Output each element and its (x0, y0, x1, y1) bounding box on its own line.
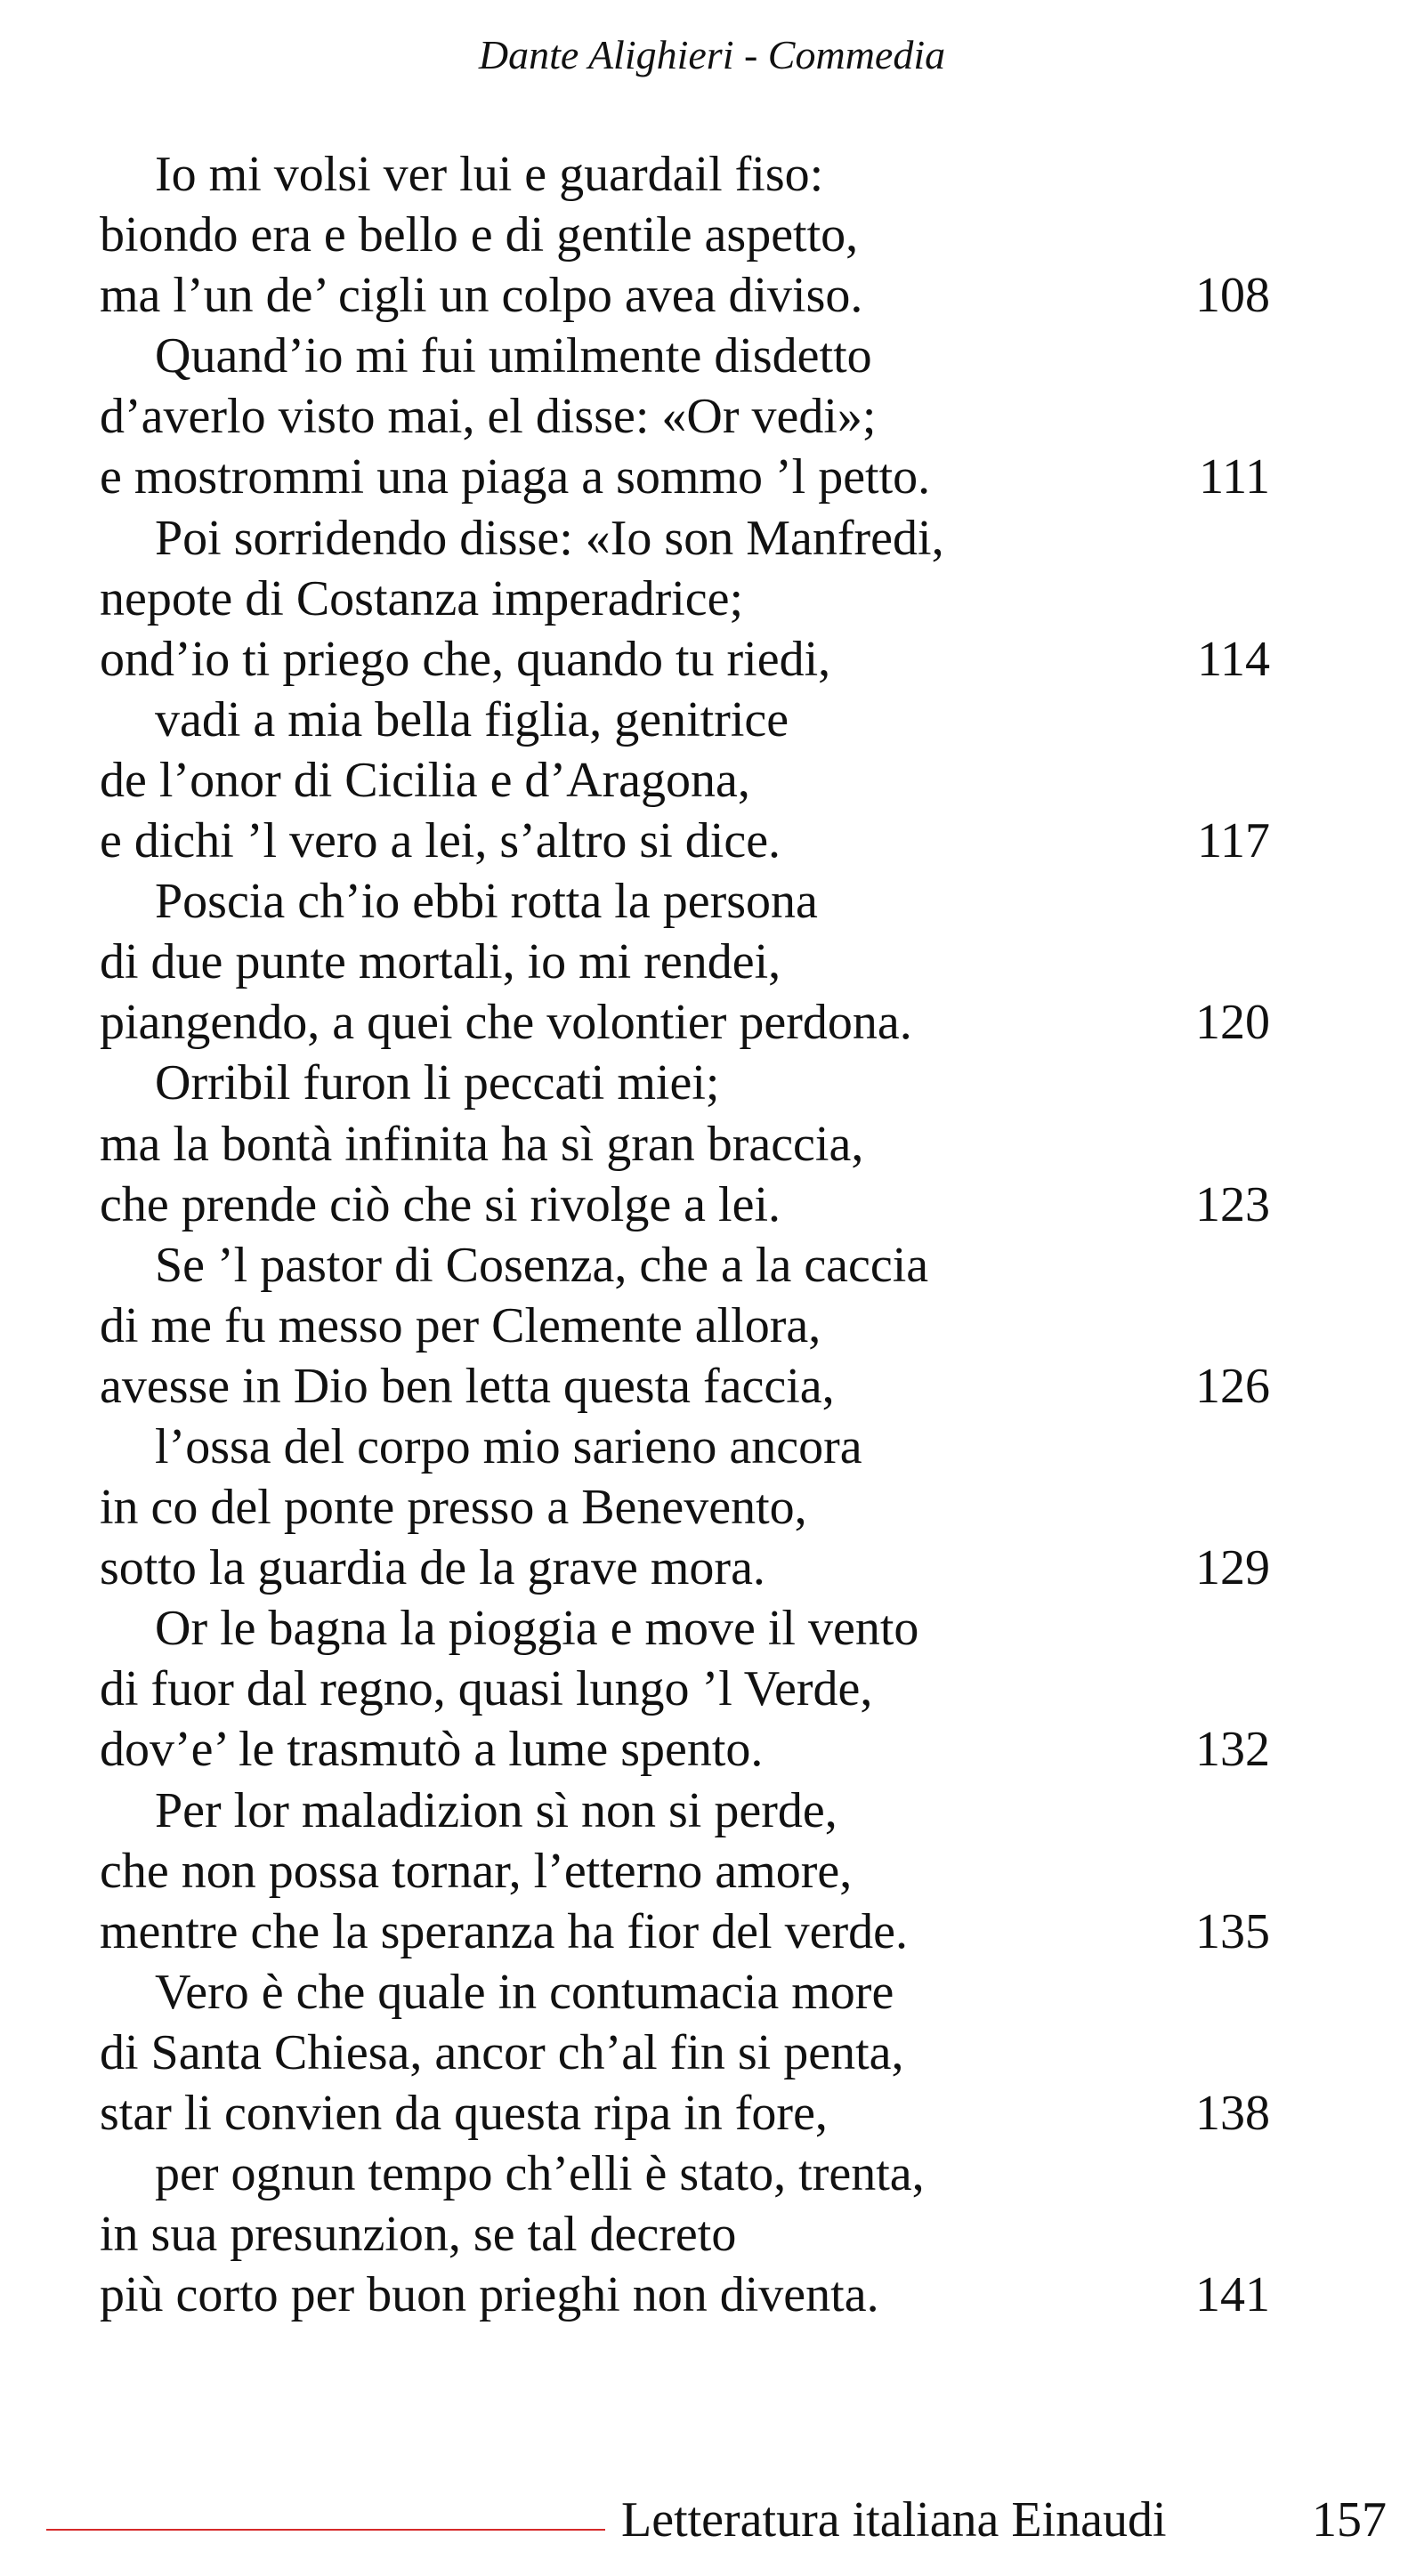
verse-line (100, 386, 1257, 447)
verse-line (100, 932, 1257, 992)
verse-line (100, 2265, 1270, 2325)
verse-line (100, 1175, 1270, 1235)
verse-text: in sua presunzion, se tal decreto (100, 2207, 737, 2263)
verse-text: che prende ciò che si rivolge a lei. (100, 1176, 781, 1232)
verse-text: in co del ponte presso a Benevento, (100, 1480, 807, 1536)
verse-text: di due punte mortali, io mi rendei, (100, 934, 781, 990)
verse-text: mentre che la speranza ha fior del verde. (100, 1903, 908, 1959)
verse-number: 117 (1197, 813, 1270, 869)
verse-line (100, 2083, 1270, 2144)
verse-line (100, 690, 1257, 750)
poem-text (100, 144, 1270, 2325)
verse-line (100, 1235, 1257, 1296)
running-title: Dante Alighieri - Commedia (478, 32, 946, 77)
verse-text: Io mi volsi ver lui e guardail fiso: (155, 147, 824, 202)
verse-number: 123 (1195, 1176, 1270, 1232)
page-footer (0, 2490, 1424, 2561)
verse-text: Quand’io mi fui umilmente disdetto (155, 328, 872, 384)
verse-line (100, 2144, 1257, 2204)
verse-line (100, 1477, 1257, 1538)
verse-line (100, 447, 1270, 507)
verse-text: dov’e’ le trasmutò a lume spento. (100, 1722, 764, 1778)
verse-line (100, 1114, 1257, 1175)
verse-line (100, 1902, 1270, 1962)
verse-line (100, 750, 1257, 811)
verse-line (100, 1781, 1257, 1841)
verse-text: Vero è che quale in contumacia more (155, 1964, 894, 2020)
verse-line (100, 1962, 1257, 2023)
verse-text: Poi sorridendo disse: «Io son Manfredi, (155, 510, 944, 566)
verse-text: ma l’un de’ cigli un colpo avea diviso. (100, 268, 863, 324)
verse-text: avesse in Dio ben letta questa faccia, (100, 1358, 835, 1414)
verse-line (100, 1417, 1257, 1477)
verse-number: 111 (1199, 449, 1270, 505)
verse-number: 141 (1195, 2267, 1270, 2323)
verse-text: Se ’l pastor di Cosenza, che a la caccia (155, 1237, 929, 1293)
verse-text: piangendo, a quei che volontier perdona. (100, 995, 912, 1051)
footer-rule (46, 2529, 605, 2531)
verse-text: di Santa Chiesa, ancor ch’al fin si penta, (100, 2024, 904, 2080)
verse-text: Or le bagna la pioggia e move il vento (155, 1601, 919, 1657)
verse-text: per ognun tempo ch’elli è stato, trenta, (155, 2146, 925, 2202)
verse-text: vadi a mia bella figlia, genitrice (155, 691, 789, 747)
verse-line (100, 1356, 1270, 1417)
verse-text: star li convien da questa ripa in fore, (100, 2086, 828, 2141)
verse-line (100, 205, 1257, 265)
verse-line (100, 2023, 1257, 2083)
verse-text: l’ossa del corpo mio sarieno ancora (155, 1418, 862, 1474)
verse-text: ma la bontà infinita ha sì gran braccia, (100, 1116, 864, 1172)
verse-line (100, 1659, 1257, 1719)
verse-line (100, 871, 1257, 932)
verse-text: Orribil furon li peccati miei; (155, 1055, 720, 1111)
verse-number: 114 (1197, 631, 1270, 687)
verse-line (100, 265, 1270, 326)
verse-line (100, 326, 1257, 386)
publisher-imprint: Letteratura italiana Einaudi (621, 2492, 1167, 2548)
verse-line (100, 992, 1270, 1053)
verse-line (100, 1296, 1257, 1356)
verse-text: nepote di Costanza imperadrice; (100, 570, 744, 626)
verse-line (100, 1538, 1270, 1598)
verse-line (100, 569, 1257, 629)
verse-text: che non possa tornar, l’etterno amore, (100, 1843, 853, 1899)
verse-line (100, 1053, 1257, 1113)
verse-line (100, 629, 1270, 690)
verse-line (100, 508, 1257, 569)
verse-line (100, 2204, 1257, 2265)
verse-text: e dichi ’l vero a lei, s’altro si dice. (100, 813, 781, 869)
verse-text: di fuor dal regno, quasi lungo ’l Verde, (100, 1661, 873, 1717)
verse-number: 126 (1195, 1358, 1270, 1414)
verse-text: de l’onor di Cicilia e d’Aragona, (100, 752, 750, 808)
verse-text: biondo era e bello e di gentile aspetto, (100, 207, 859, 263)
verse-text: e mostrommi una piaga a sommo ’l petto. (100, 449, 931, 505)
verse-number: 132 (1195, 1722, 1270, 1778)
verse-text: ond’io ti priego che, quando tu riedi, (100, 631, 831, 687)
verse-number: 135 (1195, 1903, 1270, 1959)
verse-line (100, 144, 1257, 205)
verse-line (100, 1719, 1270, 1780)
page-number: 157 (1312, 2492, 1387, 2548)
verse-text: sotto la guardia de la grave mora. (100, 1540, 765, 1596)
verse-text: Poscia ch’io ebbi rotta la persona (155, 874, 818, 930)
verse-line (100, 1598, 1257, 1659)
running-header (0, 28, 1424, 82)
verse-line (100, 1841, 1257, 1902)
verse-text: d’averlo visto mai, el disse: «Or vedi»; (100, 389, 877, 445)
verse-number: 138 (1195, 2086, 1270, 2141)
verse-number: 108 (1195, 268, 1270, 324)
verse-number: 120 (1195, 995, 1270, 1051)
verse-text: Per lor maladizion sì non si perde, (155, 1782, 837, 1838)
verse-text: di me fu messo per Clemente allora, (100, 1297, 821, 1353)
verse-text: più corto per buon prieghi non diventa. (100, 2267, 879, 2323)
verse-number: 129 (1195, 1540, 1270, 1596)
verse-line (100, 811, 1270, 871)
